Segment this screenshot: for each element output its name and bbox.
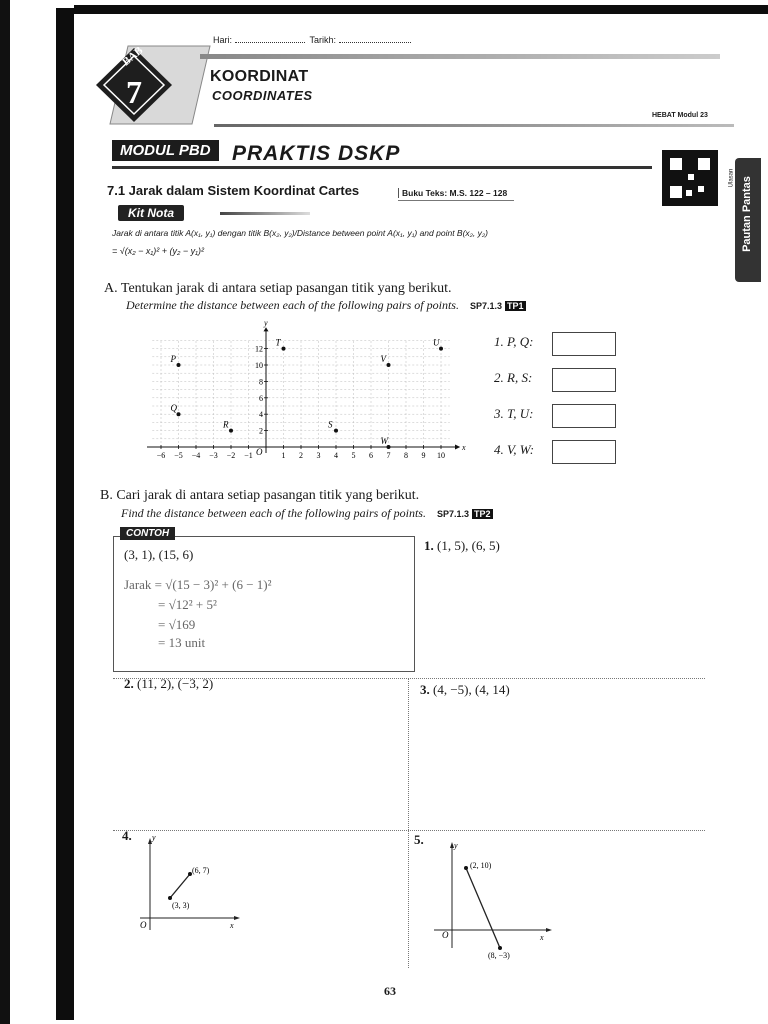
part-a-graph bbox=[140, 318, 470, 465]
chapter-number: 7 bbox=[126, 74, 142, 110]
part-a-instruction bbox=[104, 281, 452, 297]
q2-number: 2. bbox=[124, 676, 134, 691]
modul-pbd-label: MODUL PBD bbox=[112, 140, 219, 161]
praktis-dskp-title: PRAKTIS DSKP bbox=[232, 142, 401, 165]
part-a-sp: SP7.1.3 bbox=[469, 301, 502, 311]
x-axis-label: x bbox=[462, 443, 466, 452]
point-s bbox=[334, 429, 338, 433]
answer-row-1 bbox=[494, 332, 624, 356]
answer-row-3 bbox=[494, 404, 624, 428]
x-axis-arrow bbox=[455, 445, 460, 450]
kit-nota-label: Kit Nota bbox=[118, 205, 184, 221]
contoh-line1 bbox=[124, 577, 272, 593]
q4-x-label: x bbox=[230, 921, 234, 930]
x-tick-label: −2 bbox=[226, 451, 236, 460]
q5-y-label: y bbox=[454, 841, 458, 850]
q5-origin: O bbox=[442, 930, 449, 940]
part-b-letter: B. bbox=[100, 488, 113, 503]
q5-p2-label: (8, −3) bbox=[488, 951, 510, 960]
contoh-line2: = √12² + 5² bbox=[158, 597, 217, 612]
y-axis-label: y bbox=[264, 318, 268, 328]
q5-graph bbox=[428, 838, 558, 964]
date-line bbox=[213, 35, 411, 45]
part-b-sp: SP7.1.3 bbox=[436, 509, 469, 519]
y-tick-label: 12 bbox=[255, 344, 263, 354]
tarikh-label: Tarikh: bbox=[309, 35, 337, 45]
point-label-w: W bbox=[380, 436, 388, 446]
contoh-line1-expr: √(15 − 3)² + (6 − 1)² bbox=[165, 577, 272, 592]
q3-number: 3. bbox=[420, 682, 430, 697]
answer-box-2[interactable] bbox=[552, 368, 616, 392]
section-heading: 7.1 Jarak dalam Sistem Koordinat Cartes bbox=[107, 183, 360, 198]
x-tick-label: 8 bbox=[404, 451, 408, 460]
part-a-instruction-en: Determine the distance between each of the following pairs of points. bbox=[126, 298, 459, 312]
buku-teks-ref: Buku Teks: M.S. 122 – 128 bbox=[398, 188, 507, 198]
x-tick-label: −4 bbox=[191, 451, 201, 460]
header-rule-2 bbox=[214, 124, 734, 127]
part-b-instruction bbox=[100, 488, 419, 504]
x-tick-label: −3 bbox=[209, 451, 218, 460]
col-divider bbox=[408, 678, 409, 968]
q1-number: 1. bbox=[424, 538, 434, 553]
q4-graph bbox=[132, 834, 244, 934]
point-label-s: S bbox=[328, 419, 333, 430]
part-b-q2 bbox=[124, 676, 213, 692]
answer-row-2 bbox=[494, 368, 624, 392]
banner-rule bbox=[112, 166, 652, 169]
q3-points: (4, −5), (4, 14) bbox=[433, 682, 510, 697]
q5-point-1 bbox=[464, 866, 468, 870]
part-b-tp: TP2 bbox=[474, 509, 491, 519]
q5-x-label: x bbox=[540, 933, 544, 942]
q1-points: (1, 5), (6, 5) bbox=[437, 538, 500, 553]
kit-nota-text: Jarak di antara titik A(x₁, y₁) dengan titik B(x₂, y₂)/Distance between point A(x₁, y₁) and point B(x₂, y₂) bbox=[112, 228, 488, 238]
q5-p1-label: (2, 10) bbox=[470, 861, 492, 870]
q5-number: 5. bbox=[414, 832, 424, 847]
x-tick-label: 4 bbox=[334, 451, 338, 460]
contoh-label: CONTOH bbox=[120, 527, 175, 540]
side-tab[interactable] bbox=[735, 158, 761, 282]
q4-number: 4. bbox=[122, 828, 132, 843]
answer-box-4[interactable] bbox=[552, 440, 616, 464]
header-rule bbox=[200, 54, 720, 59]
chapter-title-ms: KOORDINAT bbox=[210, 68, 309, 85]
point-q bbox=[177, 412, 181, 416]
contoh-box bbox=[113, 528, 415, 672]
y-tick-label: 6 bbox=[259, 393, 263, 403]
x-tick-label: 9 bbox=[421, 451, 426, 460]
binding-shadow bbox=[56, 8, 74, 1020]
y-tick-label: 8 bbox=[259, 377, 263, 387]
top-edge-bar bbox=[74, 5, 768, 14]
tarikh-field[interactable] bbox=[339, 42, 411, 43]
y-tick-label: 2 bbox=[259, 426, 263, 436]
part-a-instruction-en-line bbox=[126, 298, 526, 313]
part-b-instruction-en: Find the distance between each of the following pairs of points. bbox=[121, 506, 426, 520]
answer-label-3: 3. T, U: bbox=[494, 406, 534, 421]
q4-p1-label: (6, 7) bbox=[192, 866, 210, 875]
contoh-line1-prefix: Jarak = bbox=[124, 577, 163, 592]
x-tick-label: 10 bbox=[437, 451, 445, 460]
point-label-r: R bbox=[223, 419, 229, 430]
buku-teks-underline bbox=[398, 200, 514, 201]
y-tick-label: 4 bbox=[259, 410, 263, 420]
point-v bbox=[387, 363, 391, 367]
x-tick-label: 2 bbox=[299, 451, 303, 460]
page-number: 63 bbox=[384, 984, 396, 998]
point-label-t: T bbox=[275, 337, 281, 348]
part-a-letter: A. bbox=[104, 281, 118, 296]
q4-origin: O bbox=[140, 920, 147, 930]
x-tick-label: 3 bbox=[316, 451, 321, 460]
contoh-line4: = 13 unit bbox=[158, 635, 206, 650]
point-label-v: V bbox=[380, 354, 386, 364]
answer-label-1: 1. P, Q: bbox=[494, 334, 534, 349]
kit-nota-formula: = √(x₂ − x₁)² + (y₂ − y₁)² bbox=[112, 246, 204, 256]
x-tick-label: −5 bbox=[174, 451, 183, 460]
hari-label: Hari: bbox=[213, 35, 233, 45]
part-b-q3 bbox=[420, 682, 510, 698]
hari-field[interactable] bbox=[235, 42, 305, 43]
part-a-tp: TP1 bbox=[506, 301, 524, 311]
side-tab-label: Pautan Pantas bbox=[741, 176, 753, 252]
q4-y-label: y bbox=[152, 833, 156, 842]
q5-point-2 bbox=[498, 946, 502, 950]
binding-edge bbox=[0, 0, 10, 1024]
answer-label-4: 4. V, W: bbox=[494, 442, 535, 457]
point-t bbox=[282, 347, 286, 351]
q2-points: (11, 2), (−3, 2) bbox=[137, 676, 214, 691]
answer-label-2: 2. R, S: bbox=[494, 370, 533, 385]
side-tab-small: Ulasan bbox=[728, 168, 735, 188]
point-p bbox=[177, 363, 181, 367]
point-label-p: P bbox=[170, 354, 176, 364]
point-label-u: U bbox=[433, 337, 440, 348]
q4-p2-label: (3, 3) bbox=[172, 901, 190, 910]
y-axis-arrow bbox=[264, 327, 269, 331]
qr-code-icon[interactable] bbox=[662, 150, 718, 206]
part-a-instruction-ms: Tentukan jarak di antara setiap pasangan titik yang berikut. bbox=[120, 281, 452, 296]
point-u bbox=[439, 347, 443, 351]
row-divider-2 bbox=[113, 830, 705, 831]
part-b-instruction-en-line bbox=[121, 506, 493, 521]
hebat-ref: HEBAT Modul 23 bbox=[652, 112, 708, 119]
chapter-badge bbox=[88, 40, 216, 130]
contoh-points: (3, 1), (15, 6) bbox=[124, 547, 194, 562]
point-label-q: Q bbox=[170, 403, 177, 414]
origin-label: O bbox=[256, 447, 263, 457]
part-b-instruction-ms: Cari jarak di antara setiap pasangan titik yang berikut. bbox=[116, 488, 420, 503]
answer-box-3[interactable] bbox=[552, 404, 616, 428]
point-r bbox=[229, 429, 233, 433]
x-tick-label: −6 bbox=[156, 451, 166, 460]
part-b-q1 bbox=[424, 538, 500, 554]
bab-label: BAB bbox=[120, 44, 146, 69]
x-tick-label: 7 bbox=[386, 451, 391, 460]
y-tick-label: 10 bbox=[255, 361, 263, 370]
kit-nota-rule bbox=[220, 212, 310, 215]
answer-box-1[interactable] bbox=[552, 332, 616, 356]
contoh-line3: = √169 bbox=[158, 617, 196, 632]
q4-point-1 bbox=[168, 896, 172, 900]
x-tick-label: 5 bbox=[351, 451, 356, 460]
chapter-title-en: COORDINATES bbox=[212, 88, 313, 103]
x-tick-label: −1 bbox=[244, 451, 253, 460]
x-tick-label: 6 bbox=[369, 451, 373, 460]
answer-row-4 bbox=[494, 440, 624, 464]
x-tick-label: 1 bbox=[281, 451, 286, 460]
